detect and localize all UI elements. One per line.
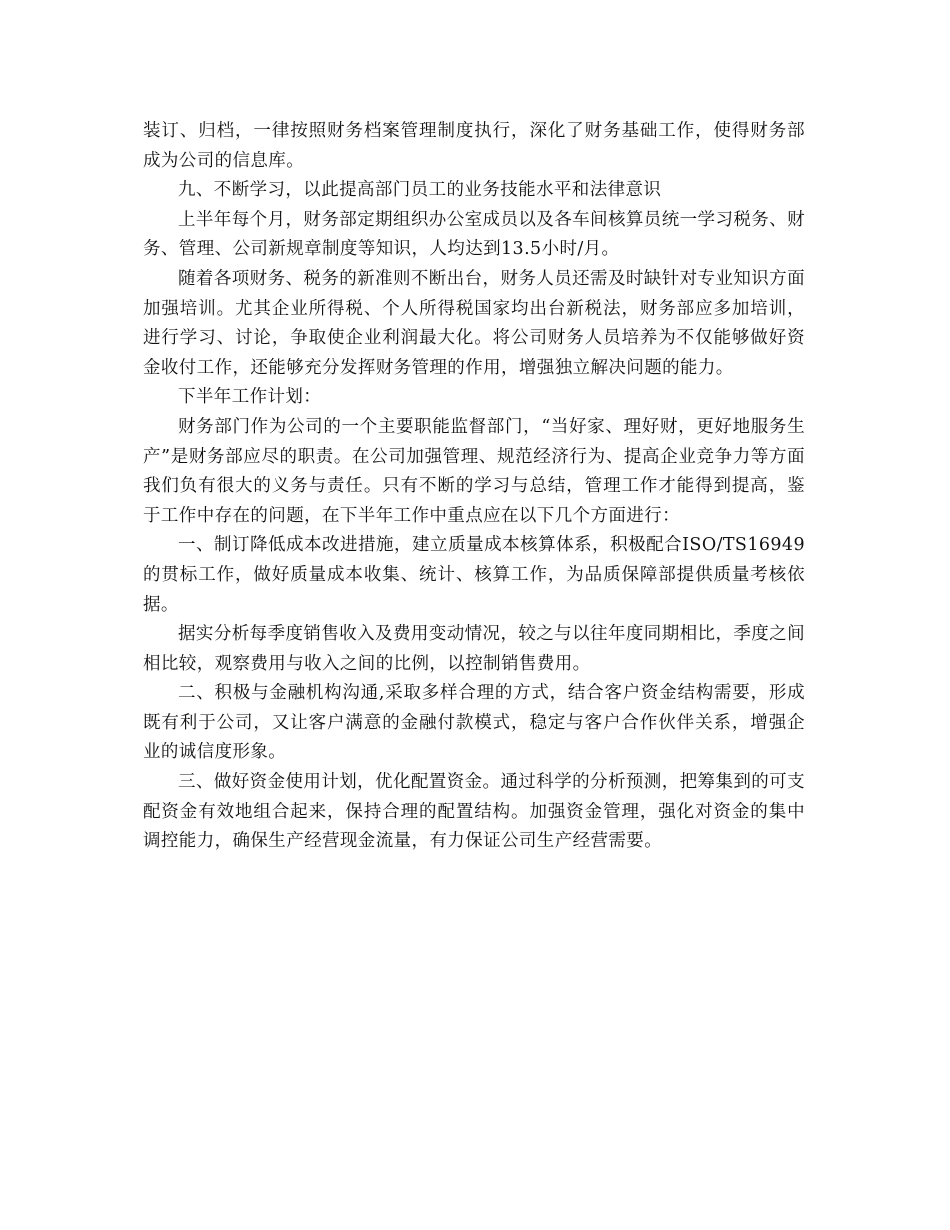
- paragraph: 随着各项财务、税务的新准则不断出台，财务人员还需及时缺针对专业知识方面加强培训。尤其企业所得税、个人所得税国家均出台新税法，财务部应多加培训，进行学习、讨论，争取使企业利润最大化。将公司财务人员培养为不仅能够做好资金收付工作，还能够充分发挥财务管理的作用，增强独立解决问题的能力。: [143, 268, 805, 378]
- section-heading-nine: 九、不断学习，以此提高部门员工的业务技能水平和法律意识: [178, 180, 662, 201]
- paragraph: 财务部门作为公司的一个主要职能监督部门，“当好家、理好财，更好地服务生产”是财务部应尽的职责。在公司加强管理、规范经济行为、提高企业竞争力等方面我们负有很大的义务与责任。只有不断的学习与总结，管理工作才能得到提高，鉴于工作中存在的问题，在下半年工作中重点应在以下几个方面进行：: [143, 416, 805, 526]
- paragraph: 二、积极与金融机构沟通,采取多样合理的方式，结合客户资金结构需要，形成既有利于公司，又让客户满意的金融付款模式，稳定与客户合作伙伴关系，增强企业的诚信度形象。: [143, 683, 805, 763]
- paragraph-continuation: 装订、归档，一律按照财务档案管理制度执行，深化了财务基础工作，使得财务部成为公司的信息库。: [143, 121, 805, 171]
- document-body: [143, 117, 805, 857]
- section-heading-plan: 下半年工作计划：: [178, 387, 322, 408]
- paragraph: 三、做好资金使用计划，优化配置资金。通过科学的分析预测，把筹集到的可支配资金有效地组合起来，保持合理的配置结构。加强资金管理，强化对资金的集中调控能力，确保生产经营现金流量，有力保证公司生产经营需要。: [143, 772, 805, 852]
- paragraph: 一、制订降低成本改进措施，建立质量成本核算体系，积极配合ISO/TS16949的贯标工作，做好质量成本收集、统计、核算工作，为品质保障部提供质量考核依据。: [143, 535, 805, 615]
- paragraph: 上半年每个月，财务部定期组织办公室成员以及各车间核算员统一学习税务、财务、管理、公司新规章制度等知识，人均达到13.5小时/月。: [143, 209, 805, 260]
- paragraph: 据实分析每季度销售收入及费用变动情况，较之与以往年度同期相比，季度之间相比较，观察费用与收入之间的比例，以控制销售费用。: [143, 624, 805, 674]
